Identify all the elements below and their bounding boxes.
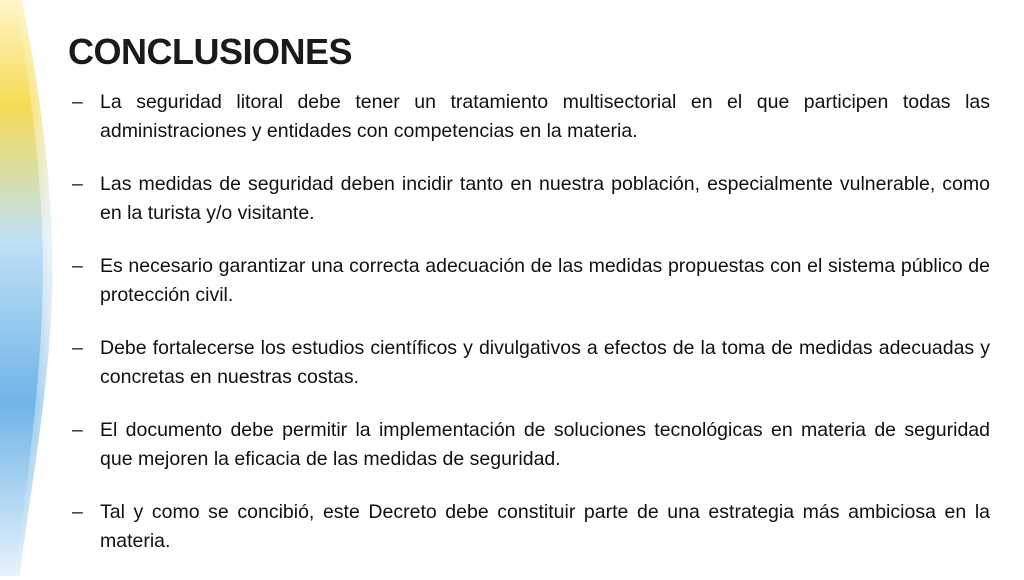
list-item-text: La seguridad litoral debe tener un tratamiento multisectorial en el que participen todas las administraciones y entidades con competencias en la materia.	[100, 91, 990, 142]
list-item-text: Tal y como se concibió, este Decreto debe constituir parte de una estrategia más ambiciosa en la materia.	[100, 501, 990, 552]
list-item-text: Es necesario garantizar una correcta adecuación de las medidas propuestas con el sistema público de protección civil.	[100, 255, 990, 306]
list-item	[72, 170, 990, 228]
slide-title: CONCLUSIONES	[68, 31, 353, 72]
conclusions-list	[72, 88, 990, 580]
list-item	[72, 498, 990, 556]
list-item-text: El documento debe permitir la implementación de soluciones tecnológicas en materia de seguridad que mejoren la eficacia de las medidas de seguridad.	[100, 419, 990, 470]
list-item	[72, 334, 990, 392]
dash-bullet-icon: –	[72, 337, 83, 359]
list-item-text: Debe fortalecerse los estudios científicos y divulgativos a efectos de la toma de medidas adecuadas y concretas en nuestras costas.	[100, 337, 990, 388]
list-item	[72, 252, 990, 310]
dash-bullet-icon: –	[72, 419, 83, 441]
list-item	[72, 88, 990, 146]
dash-bullet-icon: –	[72, 255, 83, 277]
dash-bullet-icon: –	[72, 91, 83, 113]
dash-bullet-icon: –	[72, 501, 83, 523]
list-item-text: Las medidas de seguridad deben incidir tanto en nuestra población, especialmente vulnerable, como en la turista y/o visitante.	[100, 173, 990, 224]
dash-bullet-icon: –	[72, 173, 83, 195]
list-item	[72, 416, 990, 474]
